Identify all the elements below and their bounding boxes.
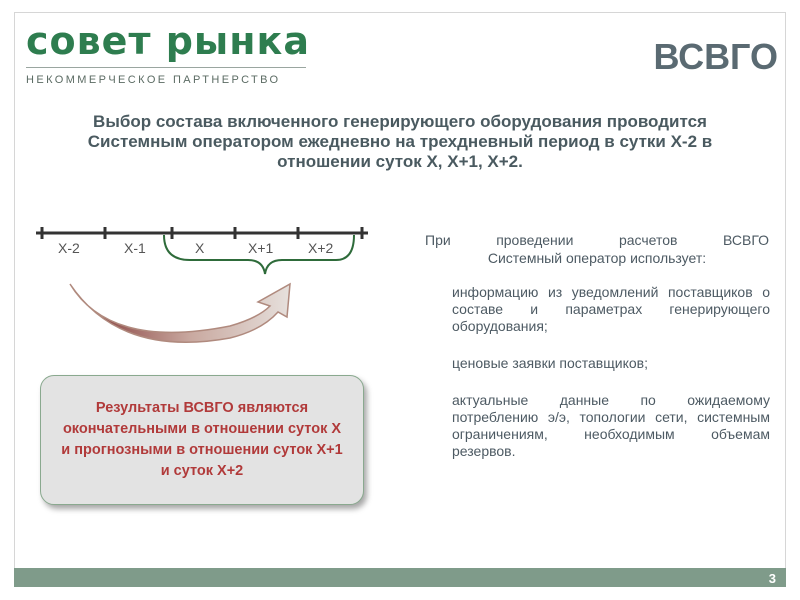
- intro-line-1: При проведении расчетов ВСВГО: [425, 232, 769, 248]
- list-item: [420, 355, 770, 372]
- intro-line-2: Системный оператор использует:: [487, 250, 707, 266]
- list-item-text: актуальные данные по ожидаемому потреблению э/э, топологии сети, системным ограничениям, необходимым объемам резервов.: [452, 392, 770, 459]
- result-callout: [40, 375, 364, 505]
- logo-divider: [26, 67, 306, 68]
- list-item-text: ценовые заявки поставщиков;: [452, 355, 648, 371]
- page-number: 3: [768, 571, 776, 586]
- timeline-label-x-plus-1: Х+1: [248, 240, 274, 256]
- logo-text: совет рынка: [26, 19, 310, 63]
- list-item-text: информацию из уведомлений поставщиков о составе и параметрах генерирующего оборудования;: [452, 284, 770, 334]
- bullet-list: [420, 284, 770, 480]
- timeline-arrow: [70, 284, 290, 342]
- timeline-label-x-minus-1: Х-1: [124, 240, 146, 256]
- headline-line-3: отношении суток Х, Х+1, Х+2.: [277, 152, 523, 171]
- slide-title: ВСВГО: [653, 36, 778, 77]
- footer-bar: [14, 568, 786, 587]
- list-item: [420, 284, 770, 335]
- headline-line-2: Системным оператором ежедневно на трехдневный период в сутки Х-2 в: [87, 132, 713, 151]
- result-text: Результаты ВСВГО являются окончательными в отношении суток Х и прогнозными в отношении суток Х+1 и суток Х+2: [61, 400, 343, 479]
- logo-subtitle: НЕКОММЕРЧЕСКОЕ ПАРТНЕРСТВО: [26, 74, 281, 86]
- timeline-label-x-minus-2: Х-2: [58, 240, 80, 256]
- timeline-label-x: Х: [195, 240, 205, 256]
- list-item: [420, 392, 770, 460]
- headline-line-1: Выбор состава включенного генерирующего оборудования проводится: [93, 112, 707, 131]
- timeline-label-x-plus-2: Х+2: [308, 240, 334, 256]
- headline: [30, 112, 770, 172]
